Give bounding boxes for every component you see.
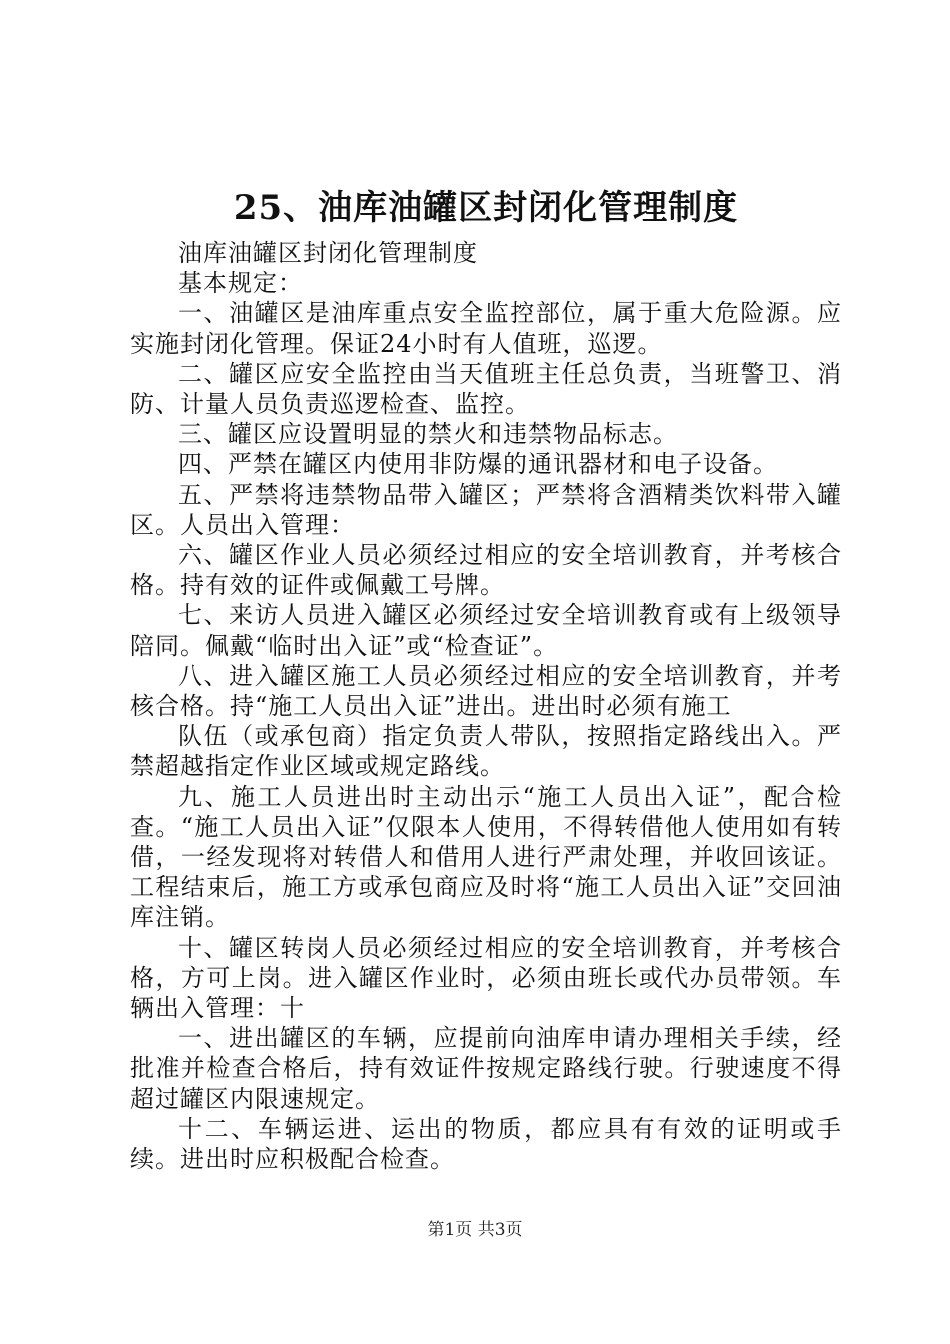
paragraph: 六、罐区作业人员必须经过相应的安全培训教育，并考核合格。持有效的证件或佩戴工号牌。	[130, 541, 842, 600]
paragraph: 队伍（或承包商）指定负责人带队，按照指定路线出入。严禁超越指定作业区域或规定路线。	[130, 722, 842, 781]
document-title: 25、油库油罐区封闭化管理制度	[233, 188, 739, 228]
paragraph: 八、进入罐区施工人员必须经过相应的安全培训教育，并考核合格。持“施工人员出入证”进出。进出时必须有施工	[130, 661, 842, 721]
paragraph: 一、进出罐区的车辆，应提前向油库申请办理相关手续，经批准并检查合格后，持有效证件按规定路线行驶。行驶速度不得超过罐区内限速规定。	[130, 1024, 842, 1113]
document-page	[130, 180, 842, 1174]
paragraph: 十二、车辆运进、运出的物质，都应具有有效的证明或手续。进出时应积极配合检查。	[130, 1114, 842, 1174]
paragraph: 油库油罐区封闭化管理制度	[178, 239, 478, 267]
document-body	[130, 238, 842, 1174]
paragraph: 五、严禁将违禁物品带入罐区；严禁将含酒精类饮料带入罐区。人员出入管理：	[130, 480, 842, 539]
paragraph: 十、罐区转岗人员必须经过相应的安全培训教育，并考核合格，方可上岗。进入罐区作业时，必须由班长或代办员带领。车辆出入管理：十	[130, 933, 842, 1023]
paragraph: 七、来访人员进入罐区必须经过安全培训教育或有上级领导陪同。佩戴“临时出入证”或“检查证”。	[130, 601, 842, 660]
page-footer: 第1页 共3页	[427, 1220, 523, 1240]
paragraph: 二、罐区应安全监控由当天值班主任总负责，当班警卫、消防、计量人员负责巡逻检查、监控。	[130, 359, 842, 419]
paragraph: 一、油罐区是油库重点安全监控部位，属于重大危险源。应实施封闭化管理。保证24小时有人值班，巡逻。	[130, 299, 842, 358]
paragraph: 四、严禁在罐区内使用非防爆的通讯器材和电子设备。	[178, 450, 778, 479]
paragraph: 三、罐区应设置明显的禁火和违禁物品标志。	[178, 420, 678, 449]
paragraph: 九、施工人员进出时主动出示“施工人员出入证”，配合检查。“施工人员出入证”仅限本人使用，不得转借他人使用如有转借，一经发现将对转借人和借用人进行严肃处理，并收回该证。工程结束后，施工方或承包商应及时将“施工人员出入证”交回油库注销。	[130, 782, 842, 932]
paragraph: 基本规定：	[178, 269, 303, 298]
